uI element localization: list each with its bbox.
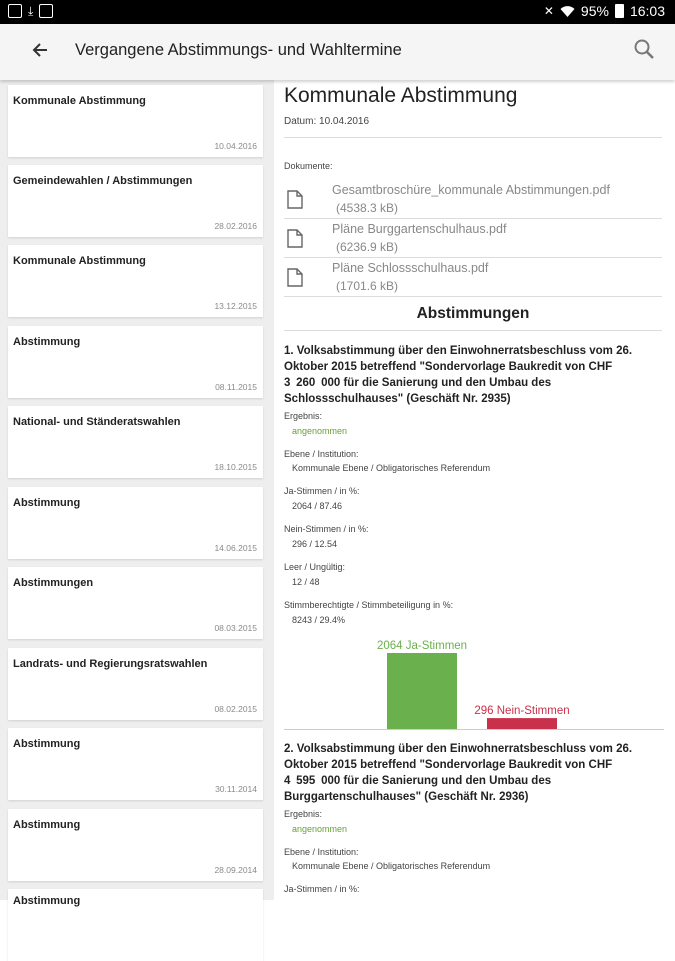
document-link[interactable]: Gesamtbroschüre_kommunale Abstimmungen.pdf (4538.3 kB)	[284, 180, 662, 219]
back-arrow-icon[interactable]	[28, 38, 52, 62]
gallery-notification-icon	[8, 4, 22, 18]
page-title: Kommunale Abstimmung	[284, 84, 518, 107]
document-link[interactable]: Pläne Schlossschulhaus.pdf (1701.6 kB)	[284, 258, 662, 297]
result-value: angenommen	[292, 824, 348, 834]
status-indicators	[544, 3, 665, 19]
bar-ja-stimmen	[387, 653, 457, 729]
battery-percent: 95%	[580, 3, 609, 19]
list-item[interactable]: Abstimmung	[8, 889, 263, 961]
divider	[284, 137, 662, 138]
wifi-icon	[560, 5, 575, 18]
mute-icon: ✕	[543, 4, 554, 18]
section-title: Abstimmungen	[416, 305, 530, 322]
notification-icons	[8, 4, 53, 19]
battery-icon	[615, 4, 624, 18]
event-date: Datum: 10.04.2016	[284, 116, 370, 127]
bar-nein-stimmen	[487, 718, 557, 729]
list-item[interactable]: Kommunale Abstimmung 10.04.2016	[8, 85, 263, 157]
list-item[interactable]: Abstimmungen 08.03.2015	[8, 567, 263, 639]
file-icon	[287, 268, 303, 287]
calendar-notification-icon	[39, 4, 53, 18]
list-item[interactable]: Landrats- und Regierungsratswahlen 08.02.2015	[8, 648, 263, 720]
list-item[interactable]: Gemeindewahlen / Abstimmungen 28.02.2016	[8, 165, 263, 237]
list-item[interactable]: Abstimmung 08.11.2015	[8, 326, 263, 398]
file-icon	[287, 229, 303, 248]
app-bar	[0, 24, 675, 80]
vote-title: 1. Volksabstimmung über den Einwohnerratsbeschluss vom 26. Oktober 2015 betreffend "Sondervorlage Baukredit von CHF 3 260 000 für die Sanierung und den Umbau des Schlossschulhauses" (Geschäft Nr. 2935)	[284, 345, 633, 405]
clock: 16:03	[629, 3, 665, 19]
bar-label-ja-stimmen: 2064 Ja-Stimmen	[376, 640, 468, 652]
bar-label-nein-stimmen: 296 Nein-Stimmen	[474, 705, 570, 718]
file-icon	[287, 190, 303, 209]
result-value: angenommen	[292, 426, 348, 436]
divider	[284, 330, 662, 331]
vote-title: 2. Volksabstimmung über den Einwohnerratsbeschluss vom 26. Oktober 2015 betreffend "Sondervorlage Baukredit von CHF 4 595 000 für die Sanierung und den Umbau des Burggartenschulhauses" (Geschäft Nr. 2936)	[284, 743, 633, 803]
detail-pane[interactable]: Kommunale Abstimmung Datum: 10.04.2016 Dokumente: Gesamtbroschüre_kommunale Abstimmungen.pdf (4538.3 kB) Pläne Burggartenschulhaus.pdf (6236.9 kB) Pläne Schlossschulhaus.pdf (1701.6 kB) Abstimmungen 1. Volksabstimmung über den Einwohnerratsbeschluss vom 26. Oktober 2015 betreffend "Sondervorlage Baukredit von CHF 3 260 000 für die Sanierung und den Umbau des Schlossschulhauses" (Geschäft Nr. 2935) Ergebnis: angenommen Ebene / Institution: Kommunale Ebene / Obligatorisches Referendum Ja-Stimmen / in %: 2064 / 87.46 Nein-Stimmen / in %: 296 / 12.54 Leer / Ungültig: 12 / 48 Stimmberechtigte / Stimmbeteiligung in %: 8243 / 29.4% 2064 Ja-Stimmen 296 Nein-Stimmen 2. Volksabstimmung über den Einwohnerratsbeschluss vom 26. Oktober 2015 betreffend "Sondervorlage Baukredit von CHF 4 595 000 für die Sanierung und den Umbau des Burggartenschulhauses" (Geschäft Nr. 2936) Ergebnis: angenommen Ebene / Institution: Kommunale Ebene / Obligatorisches Referendum Ja-Stimmen / in %:	[274, 80, 675, 900]
list-item[interactable]: Abstimmung 14.06.2015	[8, 487, 263, 559]
search-icon[interactable]	[633, 38, 657, 62]
app-title: Vergangene Abstimmungs- und Wahltermine	[75, 41, 402, 59]
document-link[interactable]: Pläne Burggartenschulhaus.pdf (6236.9 kB)	[284, 219, 662, 258]
list-item[interactable]: Abstimmung 30.11.2014	[8, 728, 263, 800]
list-item[interactable]: Kommunale Abstimmung 13.12.2015	[8, 245, 263, 317]
list-item[interactable]: National- und Ständeratswahlen 18.10.2015	[8, 406, 263, 478]
download-icon: ⤓	[28, 4, 34, 18]
documents-label: Dokumente:	[284, 161, 333, 171]
status-bar	[0, 0, 675, 24]
vote-chart	[284, 635, 664, 730]
event-list[interactable]	[0, 80, 274, 907]
list-item[interactable]: Abstimmung 28.09.2014	[8, 809, 263, 881]
